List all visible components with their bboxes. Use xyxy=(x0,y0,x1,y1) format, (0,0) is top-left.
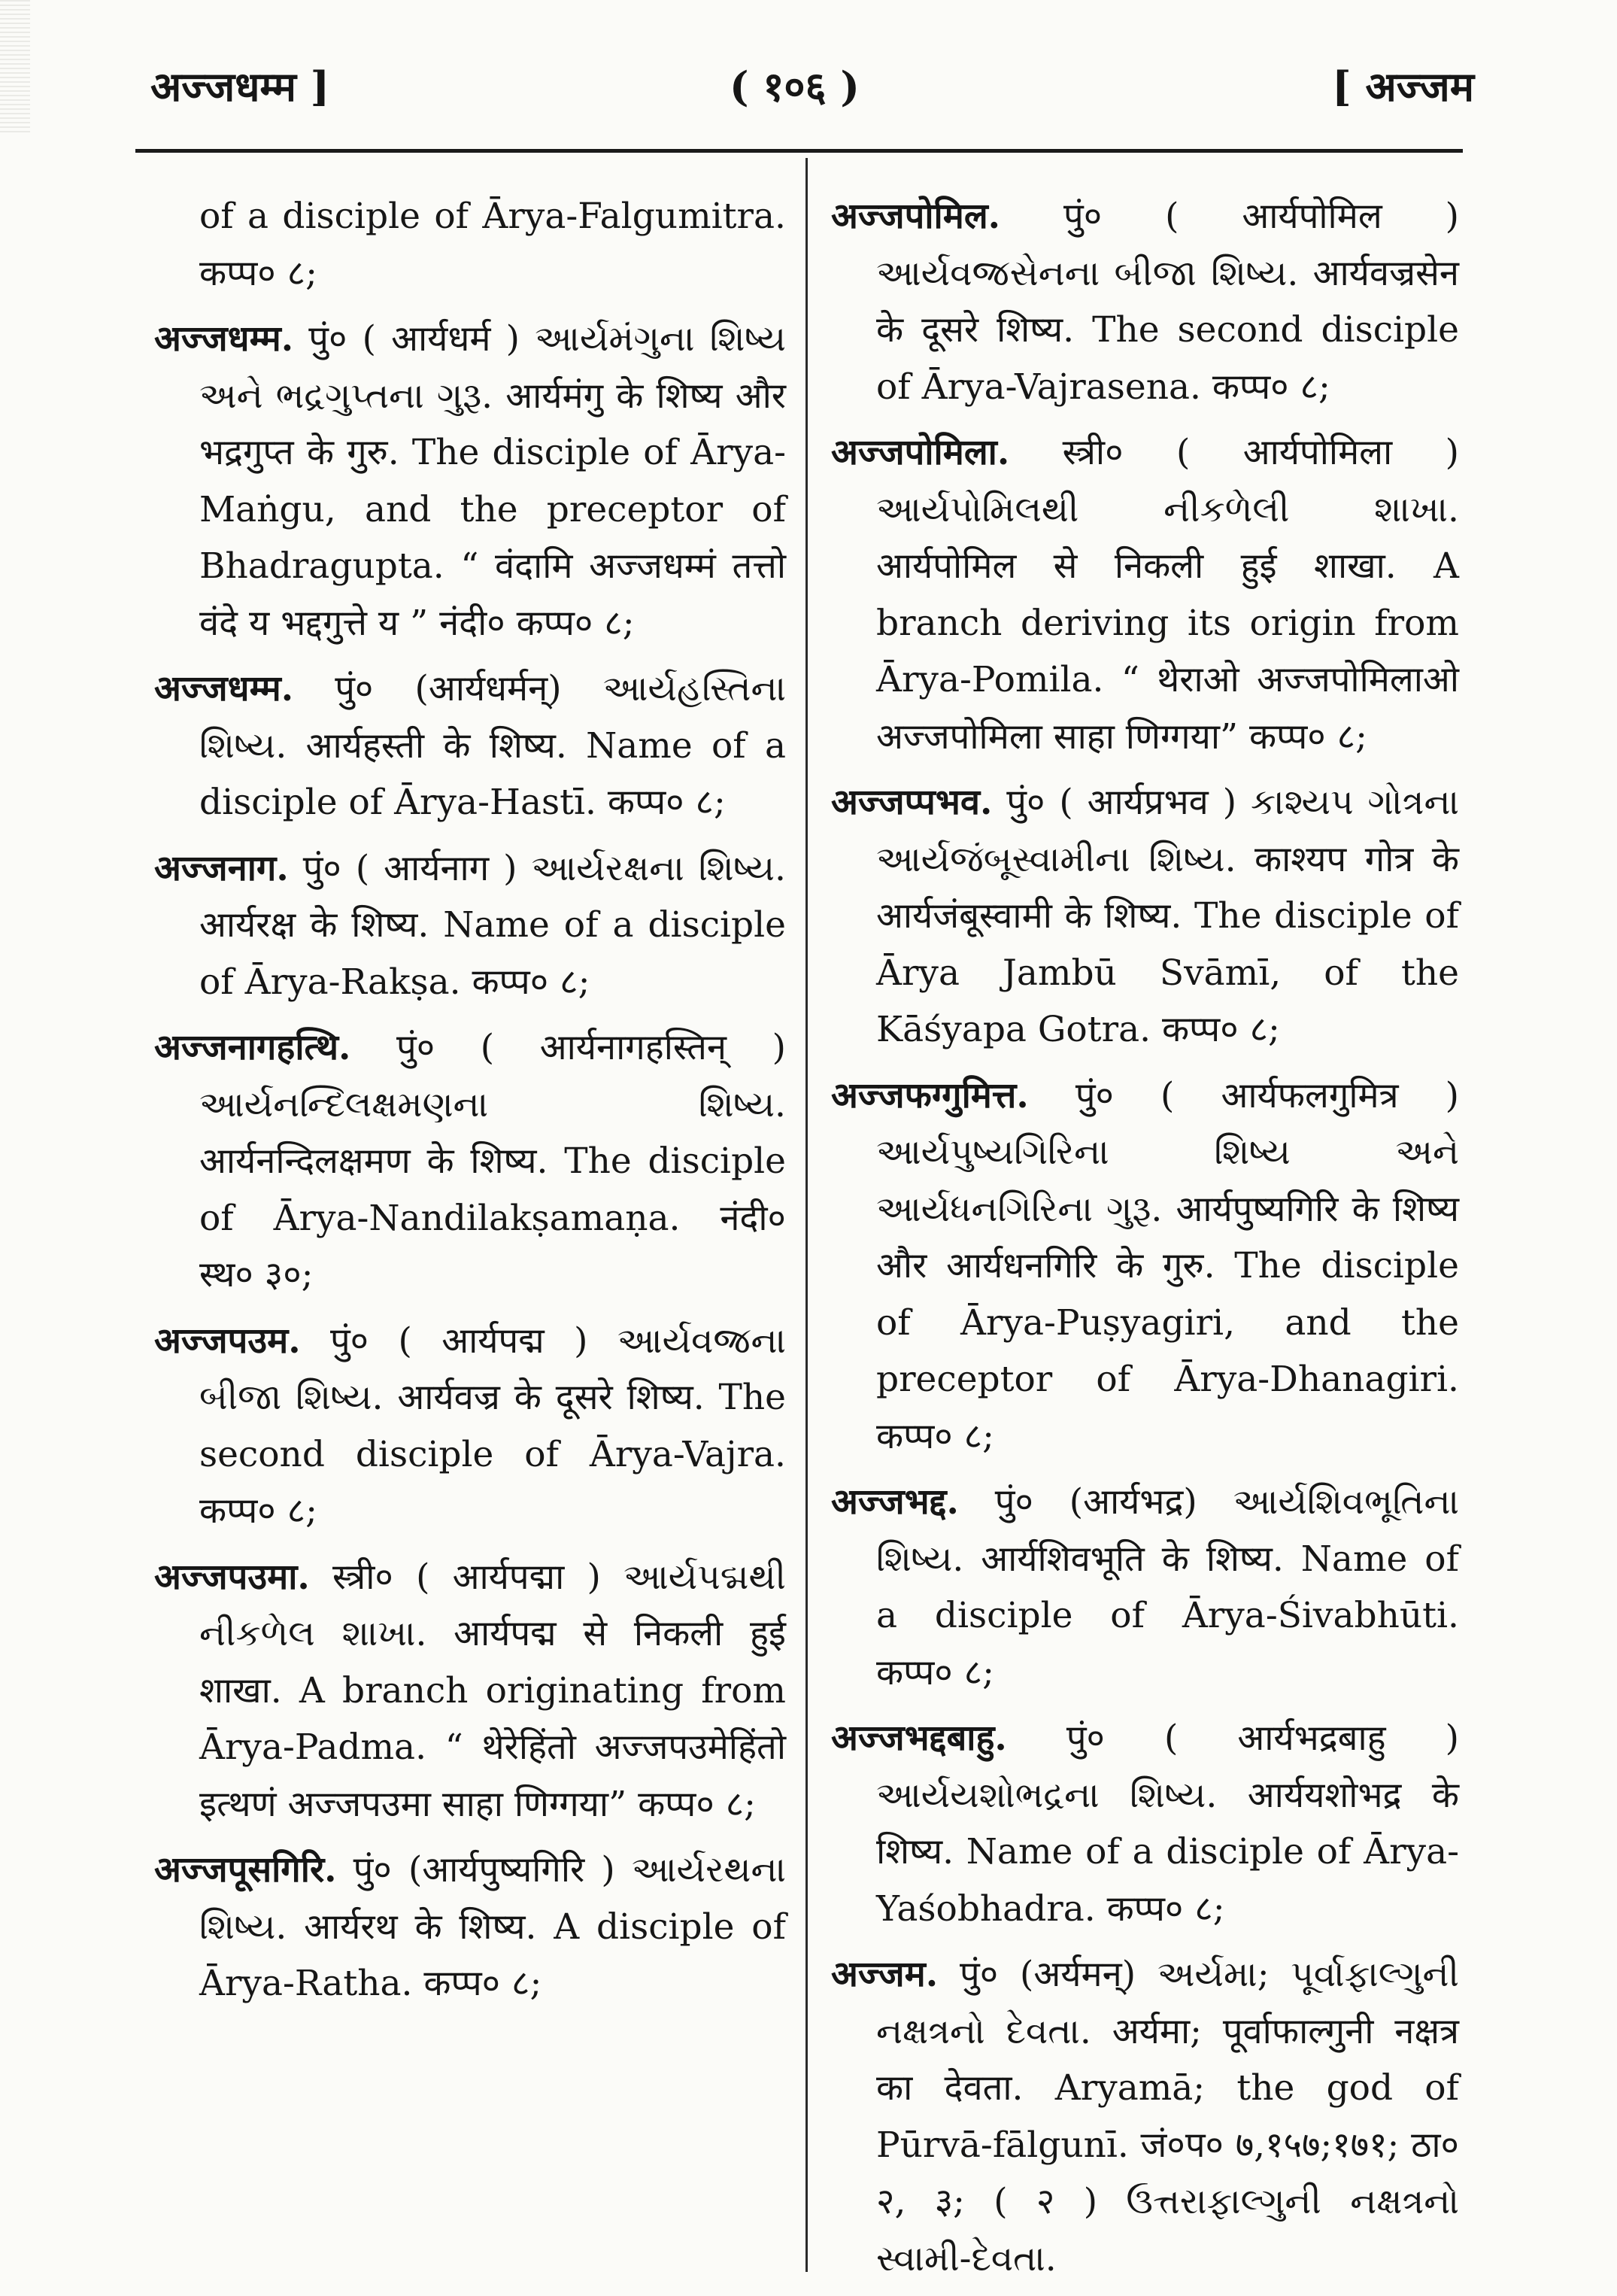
entry-text: पुं० ( आर्यनागहस्तिन् ) આર્યનન્દિલક્ષમણના શિષ્ય. आर्यनन्दिलक्षमण के शिष्य. The disciple of Ārya-Nandilakṣamaṇa. नंदी० स्थ० ३०; xyxy=(199,1027,786,1295)
entry-text: पुं० (आर्यधर्मन्) આર્યહસ્તિના શિષ્ય. आर्यहस्ती के शिष्य. Name of a disciple of Ārya-Hastī. कप्प० ८; xyxy=(199,668,786,823)
entry-headword: अज्जधम्म. xyxy=(154,668,294,709)
header-left-guideword: अज्जधम्म ] xyxy=(150,62,330,111)
entry-headword: अज्जनाग. xyxy=(154,847,289,889)
entry-headword: अज्जफग्गुमित्त. xyxy=(831,1074,1029,1116)
dictionary-entry xyxy=(831,1474,1459,1701)
entry-headword: अज्जभद्द. xyxy=(831,1481,959,1523)
entry-headword: अज्जपोमिला. xyxy=(831,432,1010,473)
entry-text: पुं० (अर्यमन्) અર્યમા; પૂર્વાફાલ્ગુની નક્ષત્રનો દેવતા. अर्यमा; पूर्वाफाल्गुनी नक्षत्र का देवता. Aryamā; the god of Pūrvā-fālgunī. जं०प० ७,१५७;१७१; ठा० २, ३; ( २ ) ઉત્તરાફાલ્ગુની નક્ષત્રનો સ્વામી-દેવતા. xyxy=(876,1954,1459,2279)
entry-headword: अज्जप्पभव. xyxy=(831,782,993,823)
entry-headword: अज्जधम्म. xyxy=(154,318,294,360)
entry-headword: अज्जनागहत्थि. xyxy=(154,1027,351,1068)
header-rule xyxy=(135,149,1463,153)
dictionary-entry xyxy=(831,1710,1459,1937)
entry-text: पुं० (आर्यपुष्यगिरि ) આર્યરથના શિષ્ય. आर्यरथ के शिष्य. A disciple of Ārya-Ratha. कप्प० ८; xyxy=(199,1849,786,2004)
scan-edge-artifact xyxy=(0,0,30,135)
left-column xyxy=(154,188,786,2021)
dictionary-entry xyxy=(831,188,1459,415)
entry-text: पुं० ( आर्यफलगुमित्र ) આર્યપુષ્યગિરિના શિષ્ય અને આર્યધનગિરિના ગુરૂ. आर्यपुष्यगिरि के शिष्य और आर्यधनगिरि के गुरु. The disciple of Ārya-Puṣyagiri, and the preceptor of Ārya-Dhanagiri. कप्प० ८; xyxy=(876,1074,1459,1457)
page-number: ( १०६ ) xyxy=(730,62,860,111)
dictionary-entry xyxy=(154,1842,786,2012)
entry-text: पुं० ( आर्यभद्रबाहु ) આર્યયશોભદ્રના શિષ્ય. आर्ययशोभद्र के शिष्य. Name of a disciple of Ārya-Yaśobhadra. कप्प० ८; xyxy=(876,1717,1459,1930)
entry-headword: अज्जपूसगिरि. xyxy=(154,1849,337,1891)
dictionary-entry xyxy=(831,424,1459,765)
dictionary-entry xyxy=(831,1068,1459,1465)
entry-text: of a disciple of Ārya-Falgumitra. कप्प० ८; xyxy=(199,196,786,294)
header-right-guideword: [ अज्जम xyxy=(1332,62,1474,111)
entry-text: पुं० ( आर्यधर्म ) આર્યમંગુના શિષ્ય અને ભદ્રગુપ્તના ગુરૂ. आर्यमंगु के शिष्य और भद्रगुप्त के गुरु. The disciple of Ārya-Maṅgu, and the preceptor of Bhadragupta. “ वंदामि अज्जधम्मं तत्तो वंदे य भद्दगुत्ते य ” नंदी० कप्प० ८; xyxy=(199,318,786,644)
dictionary-entry xyxy=(154,840,786,1011)
entry-headword: अज्जभद्दबाहु. xyxy=(831,1717,1007,1759)
entry-text: पुं० (आर्यभद्र) આર્યશિવભૂતિના શિષ્ય. आर्यशिवभूति के शिष्य. Name of a disciple of Ārya-Śivabhūti. कप्प० ८; xyxy=(876,1481,1459,1693)
entry-headword: अज्जम. xyxy=(831,1954,939,1995)
entry-text: पुं० ( आर्यप्रभव ) કાશ્યપ ગોત્રના આર્યજંબૂસ્વામીના શિષ્ય. काश्यप गोत्र के आर्यजंबूस्वामी के शिष्य. The disciple of Ārya Jambū Svāmī, of the Kāśyapa Gotra. कप्प० ८; xyxy=(876,782,1459,1050)
entry-text: पुं० ( आर्यपोमिल ) આર્યવજ્રસેનના બીજા શિષ્ય. आर्यवज्रसेन के दूसरे शिष्य. The second disciple of Ārya-Vajrasena. कप्प० ८; xyxy=(876,196,1459,408)
entry-headword: अज्जपउमा. xyxy=(154,1556,310,1598)
entry-text: पुं० ( आर्यनाग ) આર્યરક્ષના શિષ્ય. आर्यरक्ष के शिष्य. Name of a disciple of Ārya-Rakṣa. कप्प० ८; xyxy=(199,847,786,1003)
entry-headword: अज्जपउम. xyxy=(154,1320,301,1362)
dictionary-entry xyxy=(154,1313,786,1540)
entry-text: स्त्री० ( आर्यपोमिला ) આર્યપોમિલથી નીકળેલી શાખા. आर्यपोमिल से निकली हुई शाखा. A branch deriving its origin from Ārya-Pomila. “ थेराओ अज्जपोमिलाओ अज्जपोमिला साहा णिग्गया” कप्प० ८; xyxy=(876,432,1459,758)
dictionary-entry xyxy=(154,1549,786,1833)
entry-headword: अज्जपोमिल. xyxy=(831,196,1001,237)
dictionary-entry xyxy=(831,1946,1459,2287)
dictionary-entry xyxy=(154,311,786,651)
dictionary-entry xyxy=(154,1019,786,1304)
entry-text: स्त्री० ( आर्यपद्मा ) આર્યપદ્મથી નીકળેલ શાખા. आर्यपद्म से निकली हुई शाखा. A branch originating from Ārya-Padma. “ थेरेहिंतो अज्जपउमेहिंतो इत्थणं अज्जपउमा साहा णिग्गया” कप्प० ८; xyxy=(199,1556,786,1825)
entry-text: पुं० ( आर्यपद्म ) આર્યવજ્રના બીજા શિષ્ય. आर्यवज्र के दूसरे शिष्य. The second disciple of Ārya-Vajra. कप्प० ८; xyxy=(199,1320,786,1532)
column-divider xyxy=(805,158,808,2272)
page-header xyxy=(135,47,1474,122)
dictionary-entry xyxy=(831,774,1459,1058)
dictionary-entry xyxy=(154,188,786,302)
dictionary-entry xyxy=(154,661,786,831)
right-column xyxy=(831,188,1459,2296)
